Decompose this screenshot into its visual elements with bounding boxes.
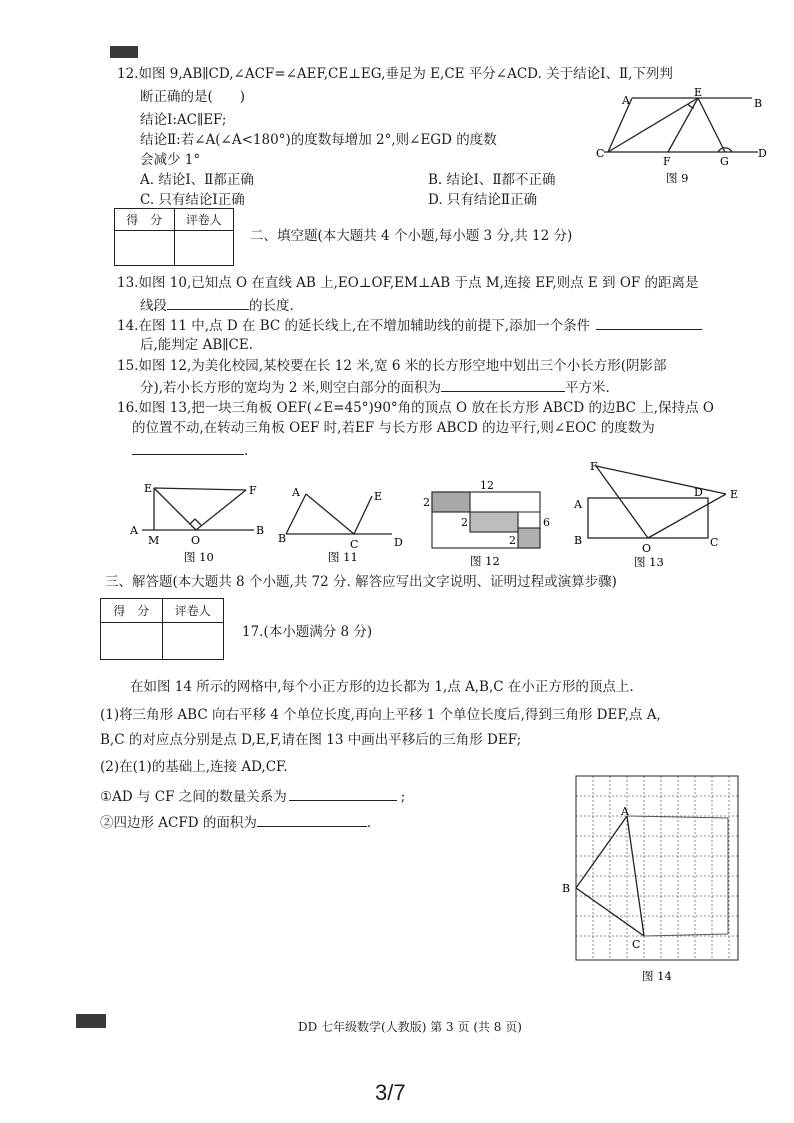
section-2-title: 二、填空题(本大题共 4 个小题,每小题 3 分,共 12 分) bbox=[250, 228, 573, 244]
fig14-caption: 图 14 bbox=[642, 969, 672, 983]
page-counter: 3/7 bbox=[375, 1080, 406, 1105]
corner-mark-bottom bbox=[76, 1014, 106, 1028]
grader-label-2: 评卷人 bbox=[162, 599, 224, 623]
q15-answer-blank[interactable] bbox=[441, 377, 565, 392]
fig9-label-c: C bbox=[596, 147, 605, 160]
fig13-label-e: E bbox=[730, 488, 739, 501]
fig14-grid bbox=[576, 776, 738, 960]
fig13-label-o: O bbox=[642, 542, 652, 555]
q17-part1-line2: B,C 的对应点分别是点 D,E,F,请在图 13 中画出平移后的三角形 DEF; bbox=[100, 732, 522, 748]
q17-sub2-text: ②四边形 ACFD 的面积为 bbox=[100, 815, 257, 831]
score-cell bbox=[115, 231, 175, 266]
grader-label: 评卷人 bbox=[174, 209, 234, 231]
figure-9 bbox=[590, 84, 780, 188]
fig9-caption: 图 9 bbox=[666, 171, 689, 185]
fig13-caption: 图 13 bbox=[634, 555, 664, 569]
q16-line1: 16.如图 13,把一块三角板 OEF(∠E=45°)90°角的顶点 O 放在长方形 ABCD 的边BC 上,保持点 O bbox=[117, 400, 714, 416]
fig10-label-o: O bbox=[191, 534, 201, 547]
fig13-label-f: F bbox=[590, 460, 598, 473]
grader-cell-2 bbox=[162, 623, 224, 660]
fig12-label-2a: 2 bbox=[423, 496, 430, 509]
grader-cell bbox=[174, 231, 234, 266]
q14-line1 bbox=[117, 315, 702, 336]
q17-part2: (2)在(1)的基础上,连接 AD,CF. bbox=[100, 759, 288, 775]
fig13-label-d: D bbox=[694, 486, 703, 499]
q12-stem-line1: 12.如图 9,AB∥CD,∠ACF=∠AEF,CE⊥EG,垂足为 E,CE 平分∠ACD. 关于结论Ⅰ、Ⅱ,下列判 bbox=[117, 66, 673, 82]
fig12-label-2b: 2 bbox=[461, 516, 468, 529]
q15-line1: 15.如图 12,为美化校园,某校要在长 12 米,宽 6 米的长方形空地中划出三个小长方形(阴影部 bbox=[117, 358, 667, 374]
fig11-label-d: D bbox=[394, 536, 403, 549]
fig12-shaded-rect-3 bbox=[518, 528, 540, 548]
fig9-seg-eg bbox=[698, 98, 725, 152]
q12-option-d: D. 只有结论Ⅱ正确 bbox=[428, 192, 538, 208]
fig9-label-a: A bbox=[622, 94, 630, 107]
q15-text-a: 分),若小长方形的宽均为 2 米,则空白部分的面积为 bbox=[140, 380, 442, 396]
q12-option-a: A. 结论Ⅰ、Ⅱ都正确 bbox=[140, 172, 254, 188]
fig14-label-c: C bbox=[632, 938, 641, 951]
fig10-seg-ef bbox=[154, 488, 246, 490]
fig9-label-e: E bbox=[694, 86, 703, 99]
fig13-label-a: A bbox=[574, 498, 582, 511]
fig10-seg-eo bbox=[154, 488, 196, 530]
q17-sub1 bbox=[100, 786, 405, 807]
q14-line2: 后,能判定 AB∥CE. bbox=[140, 337, 253, 353]
q13-line2 bbox=[140, 295, 294, 316]
q12-option-c: C. 只有结论Ⅰ正确 bbox=[140, 192, 245, 208]
fig9-label-g: G bbox=[720, 155, 729, 168]
fig12-shaded-rect-1 bbox=[432, 492, 470, 512]
score-label: 得 分 bbox=[115, 209, 175, 231]
q17-part1-line1: (1)将三角形 ABC 向右平移 4 个单位长度,再向上平移 1 个单位长度后,得到三角形 DEF,点 A, bbox=[100, 707, 661, 723]
fig9-seg-ef bbox=[668, 98, 698, 152]
q17-intro: 在如图 14 所示的网格中,每个小正方形的边长都为 1,点 A,B,C 在小正方形的顶点上. bbox=[130, 679, 634, 695]
fig13-label-b: B bbox=[574, 534, 583, 547]
q17-sub2-end: . bbox=[366, 815, 372, 831]
fig13-seg-fe bbox=[596, 466, 726, 494]
fig13-seg-fo bbox=[596, 466, 648, 538]
fig12-caption: 图 12 bbox=[470, 554, 500, 568]
figure-11 bbox=[272, 480, 412, 566]
q12-conclusion-2b: 会减少 1° bbox=[140, 152, 201, 168]
score-label-2: 得 分 bbox=[101, 599, 163, 623]
score-box-2 bbox=[100, 598, 224, 660]
fig14-seg-ab bbox=[576, 816, 627, 888]
fig11-label-c: C bbox=[350, 538, 359, 551]
fig12-shaded-rect-2 bbox=[470, 512, 518, 532]
q16-line2: 的位置不动,在转动三角板 OEF 时,若EF 与长方形 ABCD 的边平行,则∠EOC 的度数为 bbox=[132, 420, 655, 436]
fig14-border bbox=[576, 776, 738, 960]
fig9-label-f: F bbox=[663, 155, 671, 168]
q14-answer-blank[interactable] bbox=[596, 315, 702, 330]
figure-10 bbox=[128, 480, 270, 566]
q13-text-a: 线段 bbox=[140, 298, 167, 314]
q14-text: 14.在图 11 中,点 D 在 BC 的延长线上,在不增加辅助线的前提下,添加一个条件 bbox=[117, 318, 591, 334]
q16-line3 bbox=[132, 440, 248, 461]
corner-mark-top bbox=[110, 46, 138, 58]
fig11-seg-ac bbox=[306, 494, 354, 534]
fig11-caption: 图 11 bbox=[328, 550, 358, 564]
fig11-label-b: B bbox=[278, 532, 287, 545]
figure-14 bbox=[560, 772, 756, 986]
q12-option-b: B. 结论Ⅰ、Ⅱ都不正确 bbox=[428, 172, 556, 188]
fig10-label-f: F bbox=[249, 484, 257, 497]
fig14-label-a: A bbox=[621, 805, 629, 818]
fig13-rect-abcd bbox=[588, 498, 708, 538]
score-cell-2 bbox=[101, 623, 163, 660]
q13-answer-blank[interactable] bbox=[167, 295, 249, 310]
q16-answer-blank[interactable] bbox=[132, 440, 244, 455]
fig10-right-angle-mark bbox=[190, 519, 201, 525]
q13-text-b: 的长度. bbox=[249, 298, 294, 314]
fig13-seg-oe bbox=[648, 494, 726, 538]
fig10-seg-of bbox=[196, 490, 246, 530]
fig14-label-b: B bbox=[562, 882, 571, 895]
fig9-label-d: D bbox=[758, 147, 767, 160]
section-3-title: 三、解答题(本大题共 8 个小题,共 72 分. 解答应写出文字说明、证明过程或演算步骤) bbox=[105, 574, 617, 590]
q17-sub1-text: ①AD 与 CF 之间的数量关系为 bbox=[100, 789, 287, 805]
fig10-caption: 图 10 bbox=[184, 550, 214, 564]
q17-sub2 bbox=[100, 812, 371, 833]
q12-conclusion-1: 结论Ⅰ:AC∥EF; bbox=[140, 112, 227, 128]
fig12-label-12: 12 bbox=[480, 479, 494, 492]
fig11-seg-ce bbox=[354, 496, 372, 534]
fig11-label-a: A bbox=[292, 486, 300, 499]
figure-13 bbox=[568, 460, 748, 570]
q15-text-b: 平方米. bbox=[565, 380, 610, 396]
fig9-label-b: B bbox=[754, 97, 763, 110]
fig12-label-6: 6 bbox=[543, 516, 550, 529]
fig11-label-e: E bbox=[374, 490, 383, 503]
fig10-label-a: A bbox=[130, 524, 138, 537]
fig10-label-b: B bbox=[256, 524, 265, 537]
q17-sub1-end: ; bbox=[400, 789, 406, 805]
figure-12 bbox=[418, 478, 558, 570]
q13-line1: 13.如图 10,已知点 O 在直线 AB 上,EO⊥OF,EM⊥AB 于点 M,连接 EF,则点 E 到 OF 的距离是 bbox=[117, 275, 699, 291]
fig11-seg-ab bbox=[286, 494, 306, 534]
q17-sub2-blank[interactable] bbox=[257, 812, 367, 827]
fig10-label-e: E bbox=[144, 482, 153, 495]
q12-stem-line2: 断正确的是( ) bbox=[140, 89, 246, 105]
q16-end: . bbox=[244, 443, 249, 459]
fig12-label-2c: 2 bbox=[509, 534, 516, 547]
fig10-label-m: M bbox=[148, 534, 160, 547]
q17-sub1-blank[interactable] bbox=[289, 786, 397, 801]
score-box-1 bbox=[114, 208, 234, 266]
fig13-label-c: C bbox=[710, 536, 719, 549]
q17-head: 17.(本小题满分 8 分) bbox=[242, 624, 373, 640]
q12-conclusion-2a: 结论Ⅱ:若∠A(∠A<180°)的度数每增加 2°,则∠EGD 的度数 bbox=[140, 132, 497, 148]
q15-line2 bbox=[140, 377, 610, 398]
page-footer: DD 七年级数学(人教版) 第 3 页 (共 8 页) bbox=[298, 1020, 522, 1034]
